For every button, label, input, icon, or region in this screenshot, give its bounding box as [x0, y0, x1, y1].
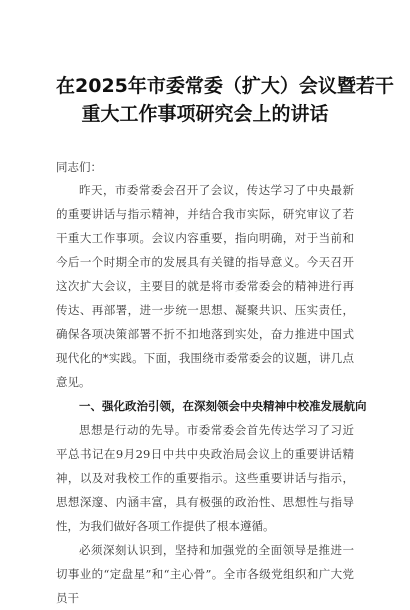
opening-paragraph: 昨天，市委常委会召开了会议，传达学习了中央最新的重要讲话与指示精神，并结合我市实际，研究审议了若干重大工作事项。会议内容重要，指向明确，对于当前和今后一个时期全市的发展具有关键的指导意义。今天召开这次扩大会议，主要目的就是将市委常委会的精神进行再传达、再部署，进一步统一思想、凝聚共识、压实责任，确保各项决策部署不折不扣地落到实处，奋力推进中国式现代化的*实践。下面，我围绕市委常委会的议题，讲几点意见。: [56, 183, 354, 389]
title-line-2: 重大工作事项研究会上的讲话: [81, 103, 329, 125]
document-title: [56, 72, 394, 128]
section-1-paragraph-1: 思想是行动的先导。市委常委会首先传达学习了习近平总书记在9月29日中共中央政治局会议上的重要讲话精神，以及对我校工作的重要指示。这些重要讲话与指示，思想深邃、内涵丰富，具有极强的政治性、思想性与指导性，为我们做好各项工作提供了根本遵循。: [56, 423, 354, 533]
section-1-paragraph-2: 必须深刻认识到，坚持和加强党的全面领导是推进一切事业的“定盘星”和“主心骨”。全市各级党组织和广大党员干: [56, 543, 354, 605]
salutation: 同志们：: [56, 160, 102, 174]
section-heading-1: 一、强化政治引领，在深刻领会中央精神中校准发展航向: [79, 399, 367, 413]
title-line-1: 在2025年市委常委（扩大）会议暨若干: [56, 75, 394, 97]
